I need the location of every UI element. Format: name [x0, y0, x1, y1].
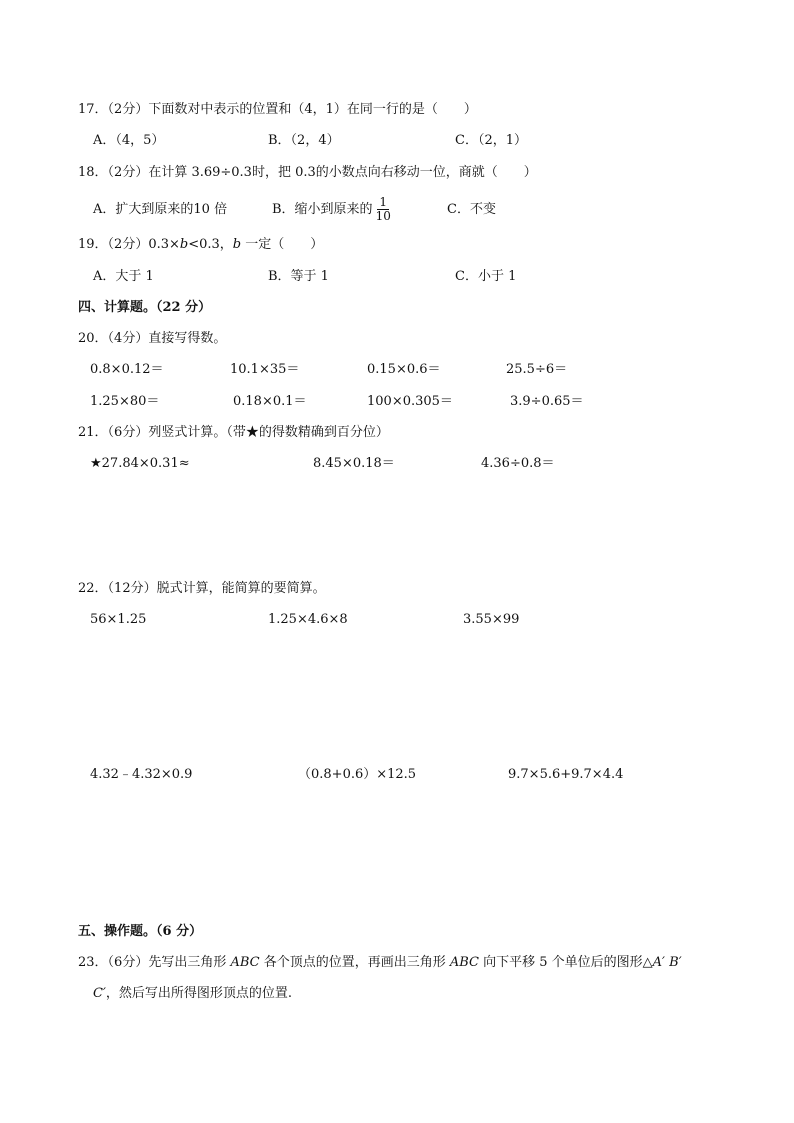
q20-stem: 20．（4分）直接写得数。	[78, 331, 227, 346]
q23-text-2: 各个顶点的位置，再画出三角形	[259, 955, 450, 970]
q20-item: 100×0.305＝	[367, 394, 453, 409]
q23-vertices-ab-prime: A′ B′	[652, 955, 682, 970]
q20-item: 1.25×80＝	[90, 394, 160, 409]
fraction-denominator: 10	[375, 209, 391, 223]
q21-item: ★27.84×0.31≈	[90, 456, 190, 471]
q19-option-a: A．大于 1	[93, 269, 154, 284]
fraction-one-tenth	[374, 196, 393, 223]
q20-item: 25.5÷6＝	[506, 362, 568, 377]
q20-item: 0.18×0.1＝	[233, 394, 307, 409]
q19-stem-suffix: 一定（ ）	[241, 237, 324, 252]
q21-stem: 21．（6分）列竖式计算。（带★的得数精确到百分位）	[78, 425, 389, 440]
q23-text-4: ，然后写出所得图形顶点的位置.	[105, 986, 293, 1001]
q19-option-b: B．等于 1	[268, 269, 329, 284]
q18-option-a: A．扩大到原来的10 倍	[93, 202, 228, 217]
q17-stem: 17．（2分）下面数对中表示的位置和（4，1）在同一行的是（ ）	[78, 102, 477, 117]
q23-triangle-abc: ABC	[230, 955, 260, 970]
q23-text-1: 23．（6分）先写出三角形	[78, 955, 231, 970]
q20-item: 0.15×0.6＝	[367, 362, 441, 377]
q19-stem	[78, 237, 323, 253]
q17-option-b: B．（2，4）	[268, 133, 340, 148]
fraction-numerator: 1	[379, 195, 388, 209]
q20-item: 3.9÷0.65＝	[510, 394, 584, 409]
q18-option-b	[272, 193, 394, 227]
q22-item: 3.55×99	[463, 612, 520, 627]
q22-item: 56×1.25	[90, 612, 147, 627]
q17-option-c: C．（2，1）	[455, 133, 527, 148]
q19-variable-b-2: b	[232, 237, 242, 252]
q19-variable-b: b	[179, 237, 189, 252]
q18-option-c: C．不变	[447, 202, 496, 217]
q18-option-b-label: B．缩小到原来的	[272, 202, 373, 217]
section5-title: 五、操作题。（6 分）	[78, 924, 203, 939]
q22-item: 1.25×4.6×8	[268, 612, 348, 627]
q17-option-a: A．（4，5）	[93, 133, 165, 148]
q21-item: 4.36÷0.8＝	[481, 456, 555, 471]
q20-item: 0.8×0.12＝	[90, 362, 164, 377]
q22-item: （0.8+0.6）×12.5	[298, 767, 417, 782]
q23-text-3: 向下平移 5 个单位后的图形△	[479, 955, 653, 970]
q22-item: 9.7×5.6+9.7×4.4	[508, 767, 624, 782]
section4-title: 四、计算题。（22 分）	[78, 300, 212, 315]
q23-triangle-abc-2: ABC	[449, 955, 479, 970]
q19-stem-middle: <0.3，	[188, 237, 233, 252]
q22-item: 4.32﹣4.32×0.9	[90, 767, 193, 782]
q23-line2	[93, 986, 292, 1002]
q18-stem: 18．（2分）在计算 3.69÷0.3时，把 0.3的小数点向右移动一位，商就（ ）	[78, 165, 537, 180]
q20-item: 10.1×35＝	[230, 362, 300, 377]
q21-item: 8.45×0.18＝	[313, 456, 395, 471]
q22-stem: 22．（12分）脱式计算，能简算的要简算。	[78, 581, 326, 596]
q19-option-c: C．小于 1	[455, 269, 517, 284]
q23-line1	[78, 955, 682, 971]
q19-stem-prefix: 19．（2分）0.3×	[78, 237, 180, 252]
q23-vertex-c-prime: C′	[93, 986, 106, 1001]
